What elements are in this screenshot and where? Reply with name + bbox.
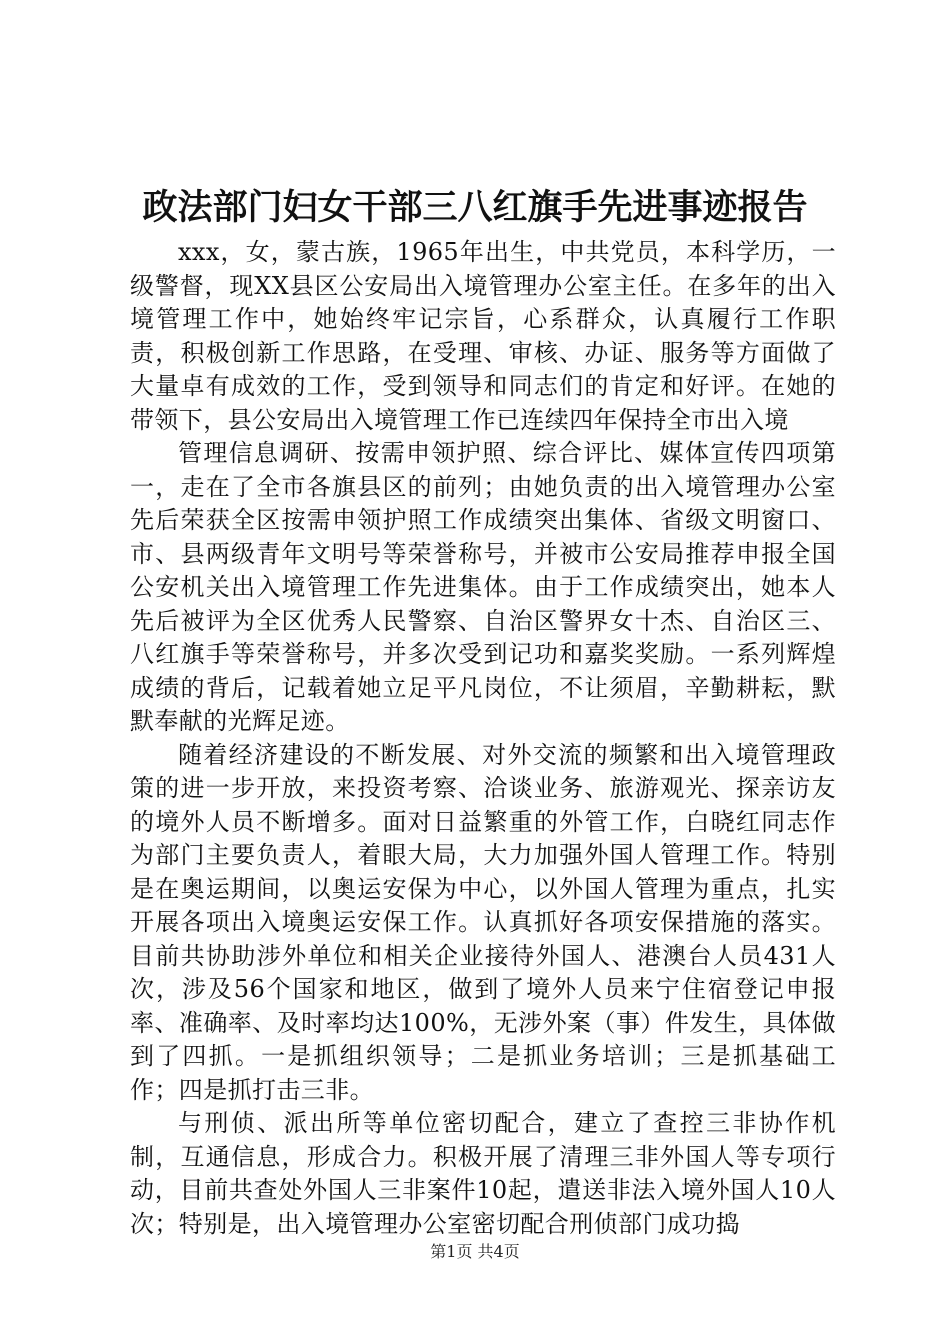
paragraph-2: 管理信息调研、按需申领护照、综合评比、媒体宣传四项第一，走在了全市各旗县区的前列；由她负责的出入境管理办公室先后荣获全区按需申领护照工作成绩突出集体、省级文明窗口、市、县两级青年文明号等荣誉称号，并被市公安局推荐申报全国公安机关出入境管理工作先进集体。由于工作成绩突出，她本人先后被评为全区优秀人民警察、自治区警界女十杰、自治区三、八红旗手等荣誉称号，并多次受到记功和嘉奖奖励。一系列辉煌成绩的背后，记载着她立足平凡岗位，不让须眉，辛勤耕耘，默默奉献的光辉足迹。: [130, 439, 836, 735]
paragraph-3: 随着经济建设的不断发展、对外交流的频繁和出入境管理政策的进一步开放，来投资考察、洽谈业务、旅游观光、探亲访友的境外人员不断增多。面对日益繁重的外管工作，白晓红同志作为部门主要负责人，着眼大局，大力加强外国人管理工作。特别是在奥运期间，以奥运安保为中心，以外国人管理为重点，扎实开展各项出入境奥运安保工作。认真抓好各项安保措施的落实。目前共协助涉外单位和相关企业接待外国人、港澳台人员431人次，涉及56个国家和地区，做到了境外人员来宁住宿登记申报率、准确率、及时率均达100%，无涉外案（事）件发生，具体做到了四抓。一是抓组织领导；二是抓业务培训；三是抓基础工作；四是抓打击三非。: [130, 740, 836, 1104]
page-number-footer: 第1页 共4页: [430, 1242, 520, 1261]
paragraph-1: xxx，女，蒙古族，1965年出生，中共党员，本科学历，一级警督，现XX县区公安局出入境管理办公室主任。在多年的出入境管理工作中，她始终牢记宗旨，心系群众，认真履行工作职责，积极创新工作思路，在受理、审核、办证、服务等方面做了大量卓有成效的工作，受到领导和同志们的肯定和好评。在她的带领下，县公安局出入境管理工作已连续四年保持全市出入境: [130, 238, 836, 434]
paragraph-4: 与刑侦、派出所等单位密切配合，建立了查控三非协作机制，互通信息，形成合力。积极开展了清理三非外国人等专项行动，目前共查处外国人三非案件10起，遣送非法入境外国人10人次；特别是，出入境管理办公室密切配合刑侦部门成功捣: [130, 1109, 836, 1238]
document-body: [130, 236, 836, 1241]
document-title: 政法部门妇女干部三八红旗手先进事迹报告: [142, 187, 808, 228]
